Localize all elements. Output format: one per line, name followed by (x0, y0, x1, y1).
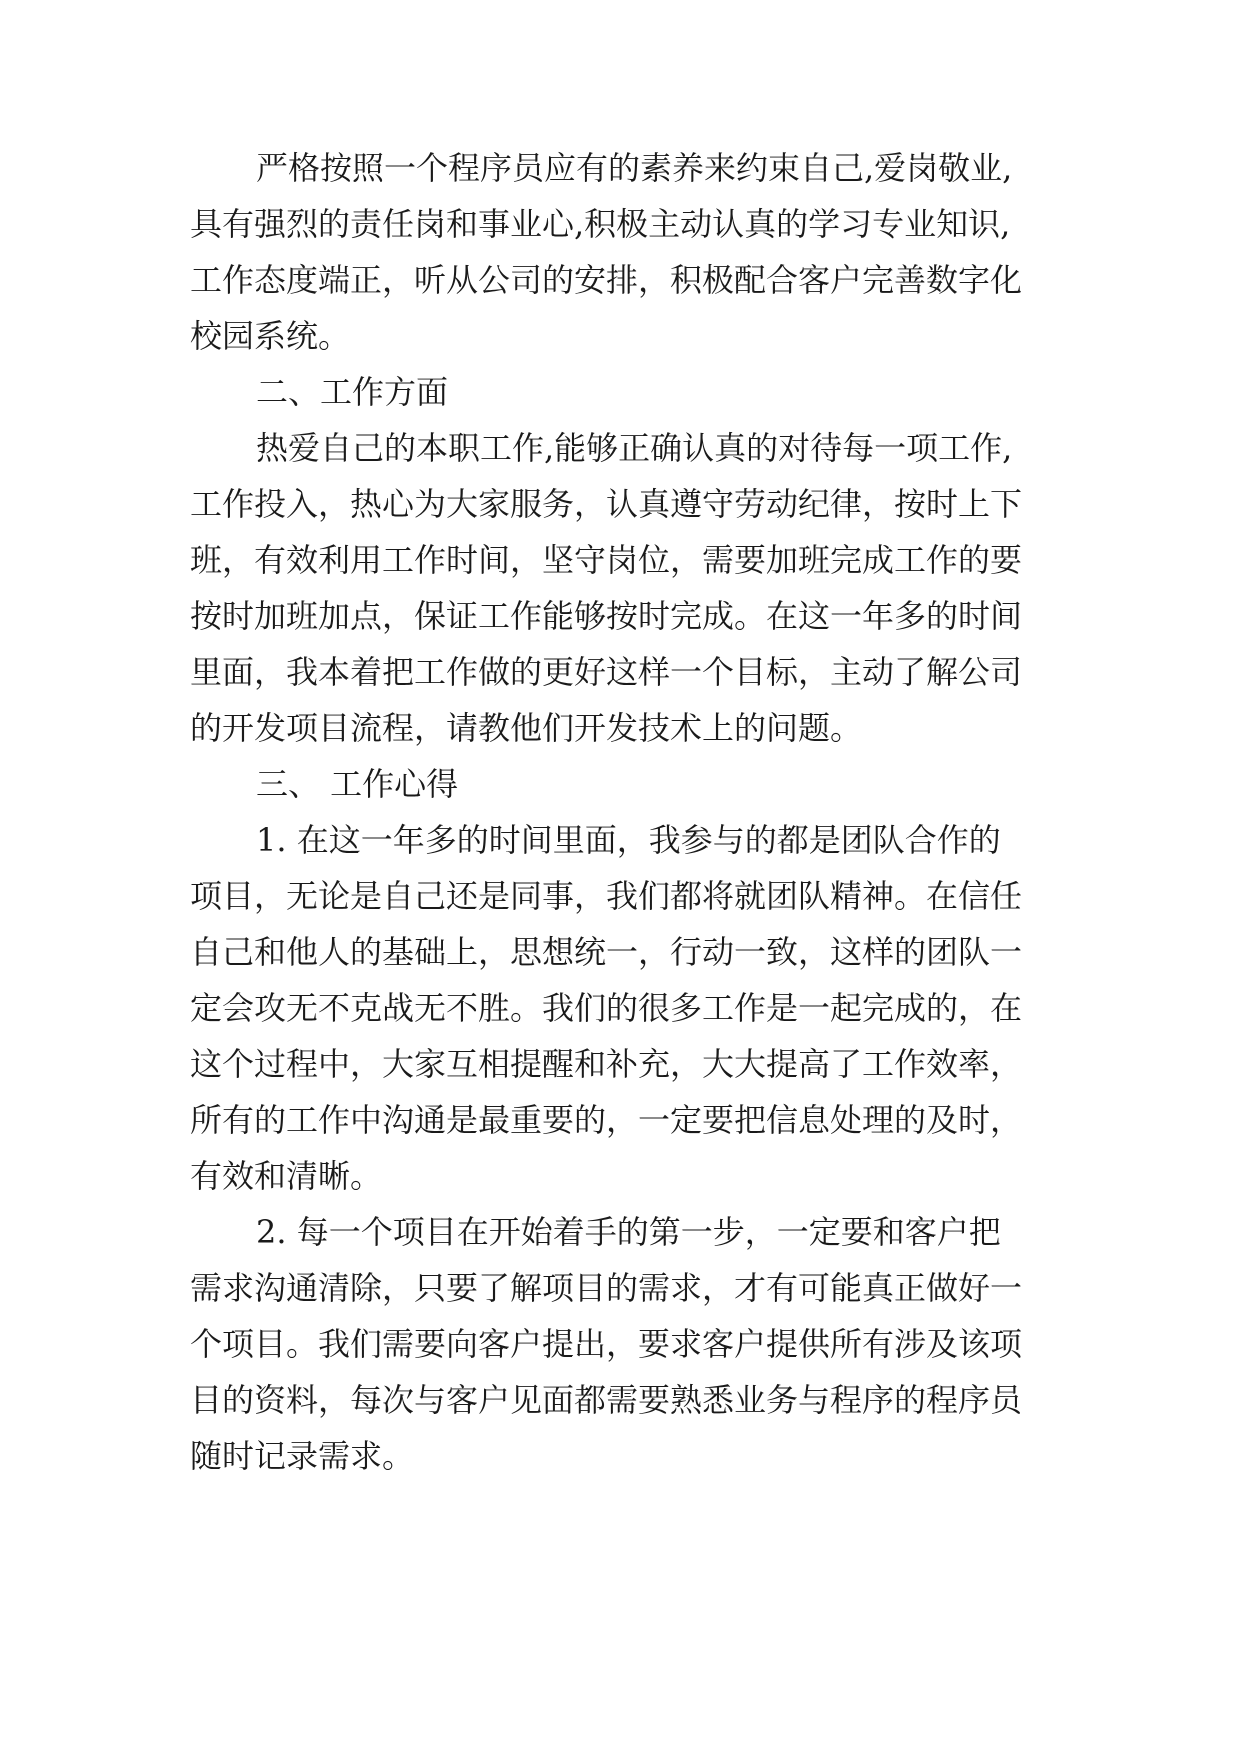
list-item-line: 2. 每一个项目在开始着手的第一步，一定要和客户把 (256, 1213, 1001, 1251)
paragraph-line: 工作投入，热心为大家服务，认真遵守劳动纪律，按时上下 (190, 485, 1023, 523)
paragraph-line: 严格按照一个程序员应有的素养来约束自己,爱岗敬业, (256, 149, 1013, 187)
paragraph-line: 班，有效利用工作时间，坚守岗位，需要加班完成工作的要 (190, 541, 1023, 579)
section-heading: 三、 工作心得 (256, 765, 459, 803)
list-item-line: 需求沟通清除，只要了解项目的需求，才有可能真正做好一 (190, 1269, 1023, 1307)
list-item-line: 所有的工作中沟通是最重要的，一定要把信息处理的及时， (190, 1101, 1023, 1139)
list-item-line: 自己和他人的基础上，思想统一，行动一致，这样的团队一 (190, 933, 1023, 971)
list-item-line: 个项目。我们需要向客户提出，要求客户提供所有涉及该项 (190, 1325, 1023, 1363)
paragraph-line: 里面，我本着把工作做的更好这样一个目标，主动了解公司 (190, 653, 1023, 691)
paragraph-line: 工作态度端正，听从公司的安排，积极配合客户完善数字化 (190, 261, 1023, 299)
section-heading: 二、工作方面 (256, 373, 449, 411)
list-item-line: 项目，无论是自己还是同事，我们都将就团队精神。在信任 (190, 877, 1023, 915)
list-item-line: 随时记录需求。 (190, 1437, 415, 1475)
paragraph-line: 的开发项目流程，请教他们开发技术上的问题。 (190, 709, 863, 747)
paragraph-line: 具有强烈的责任岗和事业心,积极主动认真的学习专业知识, (190, 205, 1011, 243)
list-item-line: 有效和清晰。 (190, 1157, 383, 1195)
list-item-line: 目的资料，每次与客户见面都需要熟悉业务与程序的程序员 (190, 1381, 1023, 1419)
list-item-line: 定会攻无不克战无不胜。我们的很多工作是一起完成的，在 (190, 989, 1023, 1027)
paragraph-line: 按时加班加点，保证工作能够按时完成。在这一年多的时间 (190, 597, 1023, 635)
list-item-line: 这个过程中，大家互相提醒和补充，大大提高了工作效率， (190, 1045, 1023, 1083)
paragraph-line: 热爱自己的本职工作,能够正确认真的对待每一项工作, (256, 429, 1013, 467)
list-item-line: 1. 在这一年多的时间里面，我参与的都是团队合作的 (256, 821, 1001, 859)
paragraph-line: 校园系统。 (190, 317, 351, 355)
